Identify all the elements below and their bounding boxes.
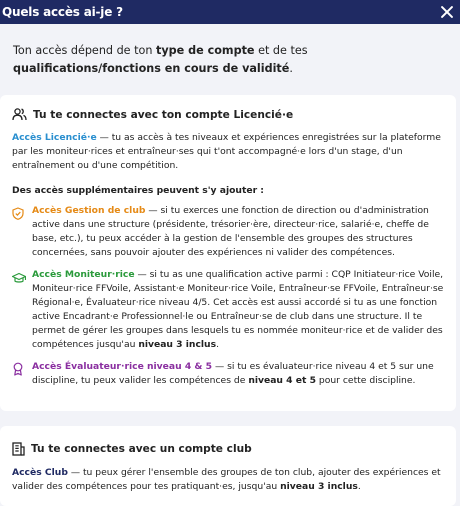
club-manager-access: Accès Gestion de club — si tu exerces une fonction de direction ou d'administration active dans une structure (présidente, trésorier·ère, directeur·rice, salarié·e, cheffe de base, etc.), tu peux accéder à la gestion de l'ensemble des groupes des structures concernées, sans pouvoir ajouter des expériences ni valider des compétences.: [12, 204, 444, 260]
shield-check-icon: [12, 207, 24, 220]
monitor-access: Accès Moniteur·rice — si tu as une qualification active parmi : CQP Initiateur·rice Voile, Moniteur·rice FFVoile, Assistant·e Moniteur·rice Voile, Entraîneur·se FFVoile, Entraîneur·se Régional·e, Évaluateur·rice niveau 4/5. Cet accès est aussi accordé si tu as une fonction active Encadrant·e Professionnel·le ou Entraîneur·se de club dans une structure. Il te permet de gérer les groupes dans lesquels tu es nommée moniteur·rice et de valider des compétences jusqu'au niveau 3 inclus.: [12, 268, 444, 352]
club-access-description: Accès Club — tu peux gérer l'ensemble des groupes de ton club, ajouter des expériences et valider des compétences pour tes pratiquant·es, jusqu'au niveau 3 inclus.: [12, 467, 441, 492]
close-icon[interactable]: [440, 5, 454, 19]
graduation-cap-icon: [12, 272, 26, 284]
building-icon: [12, 442, 25, 456]
extra-access-heading: Des accès supplémentaires peuvent s'y ajouter :: [12, 185, 264, 196]
dialog-title: Quels accès ai-je ?: [2, 5, 123, 19]
licence-account-card: [0, 95, 456, 411]
users-icon: [12, 108, 27, 121]
club-account-card: [0, 426, 456, 506]
licence-access-description: Accès Licencié·e — tu as accès à tes niveaux et expériences enregistrées sur la plateforme par les moniteur·rices et entraîneur·ses qui t'ont accompagné·e lors d'un stage, d'un entraînement ou d'une compétition.: [12, 132, 441, 171]
club-card-heading: Tu te connectes avec un compte club: [12, 442, 444, 456]
evaluator-access: Accès Évaluateur·rice niveau 4 & 5 — si tu es évaluateur·rice niveau 4 et 5 sur une discipline, tu peux valider les compétences de niveau 4 et 5 pour cette discipline.: [12, 360, 444, 388]
award-icon: [12, 362, 24, 376]
dialog-header: [0, 0, 460, 24]
intro-text: Ton accès dépend de ton type de compte et de tes qualifications/fonctions en cours de validité.: [13, 44, 308, 75]
licence-card-heading: Tu te connectes avec ton compte Licencié·e: [12, 108, 444, 121]
